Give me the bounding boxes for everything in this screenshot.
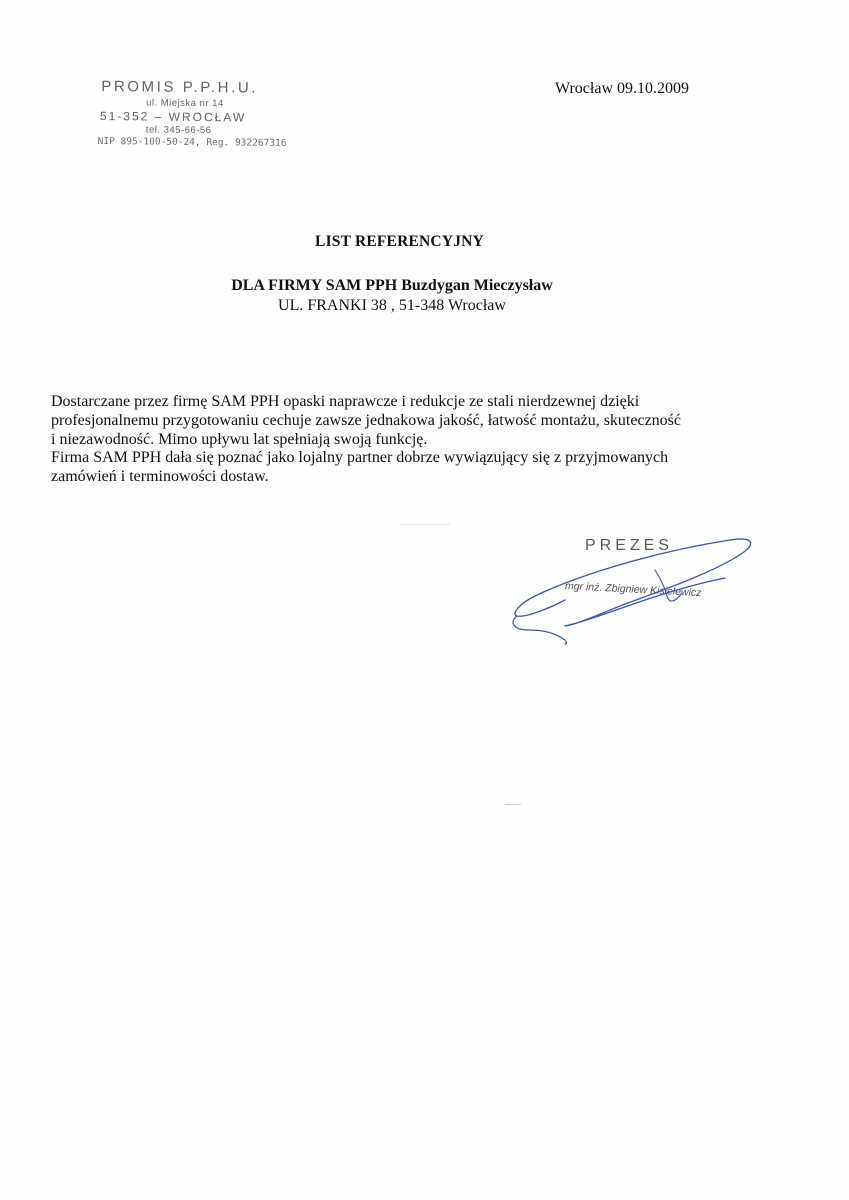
letter-title: LIST REFERENCYJNY [315, 233, 484, 250]
letter-body [51, 393, 751, 487]
handwritten-signature [505, 530, 765, 660]
signature-title-stamp: PREZES [585, 537, 674, 554]
recipient-name: DLA FIRMY SAM PPH Buzdygan Mieczysław [231, 277, 553, 294]
stamp-street: ul. Miejska nr 14 [146, 97, 224, 110]
letter-date: Wrocław 09.10.2009 [555, 80, 689, 97]
signature-block [505, 530, 765, 660]
stamp-postcode-city: 51-352 – WROCŁAW [99, 108, 247, 125]
body-line: Firma SAM PPH dała się poznać jako lojalny partner dobrze wywiązujący się z przyjmowanych [51, 449, 669, 467]
signature-name-stamp: mgr inż. Zbigniew Kisielewicz [564, 580, 702, 600]
body-line: Dostarczane przez firmę SAM PPH opaski naprawcze i redukcje ze stali nierdzewnej dzięki [51, 393, 640, 410]
stamp-phone: tel. 345-66-56 [145, 123, 212, 136]
stamp-company-name: PROMIS P.P.H.U. [101, 77, 259, 97]
scan-mark [505, 804, 521, 805]
scan-mark [400, 524, 450, 525]
recipient-address: UL. FRANKI 38 , 51-348 Wrocław [278, 297, 506, 314]
company-stamp [98, 79, 299, 149]
body-line: zamówień i terminowości dostaw. [51, 468, 269, 486]
body-line: profesjonalnemu przygotowaniu cechuje zawsze jednakowa jakość, łatwość montażu, skuteczność [51, 411, 681, 429]
stamp-nip-regon: NIP 895-100-50-24, Reg. 932267316 [97, 135, 287, 149]
body-line: i niezawodność. Mimo upływu lat spełniają swoją funkcję. [51, 430, 428, 448]
